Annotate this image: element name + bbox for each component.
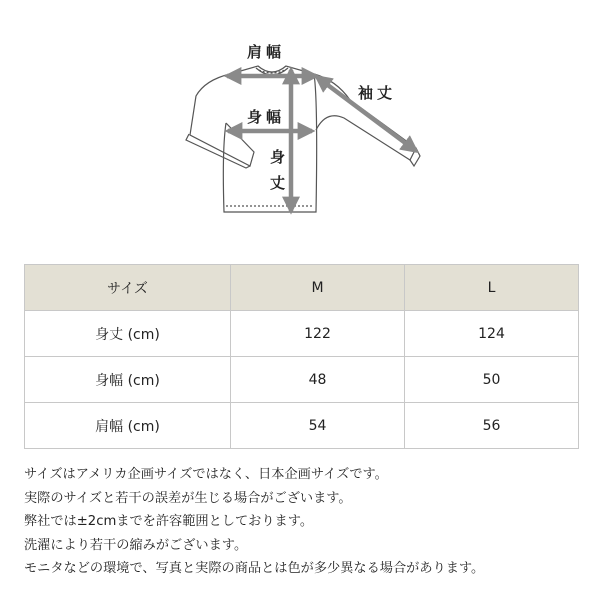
table-header-row bbox=[25, 265, 579, 311]
note-line: モニタなどの環境で、写真と実際の商品とは色が多少異なる場合があります。 bbox=[24, 561, 485, 576]
sleeve-length-label: 袖丈 bbox=[358, 84, 397, 102]
notes bbox=[24, 463, 584, 581]
note-line: 実際のサイズと若干の誤差が生じる場合がございます。 bbox=[24, 490, 352, 506]
row-label: 身丈 (cm) bbox=[25, 311, 231, 357]
note-line: サイズはアメリカ企画サイズではなく、日本企画サイズです。 bbox=[24, 467, 388, 482]
header-size: サイズ bbox=[25, 265, 231, 311]
cell-l: 56 bbox=[405, 403, 579, 449]
row-label: 肩幅 (cm) bbox=[25, 403, 231, 449]
table-row bbox=[25, 357, 579, 403]
size-table bbox=[24, 264, 579, 449]
cell-m: 122 bbox=[231, 311, 405, 357]
cell-l: 124 bbox=[405, 311, 579, 357]
garment-measurement-diagram bbox=[0, 0, 600, 250]
note-line: 洗濯により若干の縮みがございます。 bbox=[24, 537, 248, 553]
body-length-label-top: 身 bbox=[270, 148, 286, 166]
table-row bbox=[25, 403, 579, 449]
table-row bbox=[25, 311, 579, 357]
note-line: 弊社では±2cmまでを許容範囲としております。 bbox=[24, 514, 314, 529]
cell-l: 50 bbox=[405, 357, 579, 403]
header-m: M bbox=[231, 265, 405, 311]
body-length-label-bottom: 丈 bbox=[270, 174, 286, 192]
header-l: L bbox=[405, 265, 579, 311]
row-label: 身幅 (cm) bbox=[25, 357, 231, 403]
body-width-label: 身幅 bbox=[247, 108, 286, 126]
cell-m: 54 bbox=[231, 403, 405, 449]
shoulder-width-label: 肩幅 bbox=[247, 43, 286, 61]
cell-m: 48 bbox=[231, 357, 405, 403]
